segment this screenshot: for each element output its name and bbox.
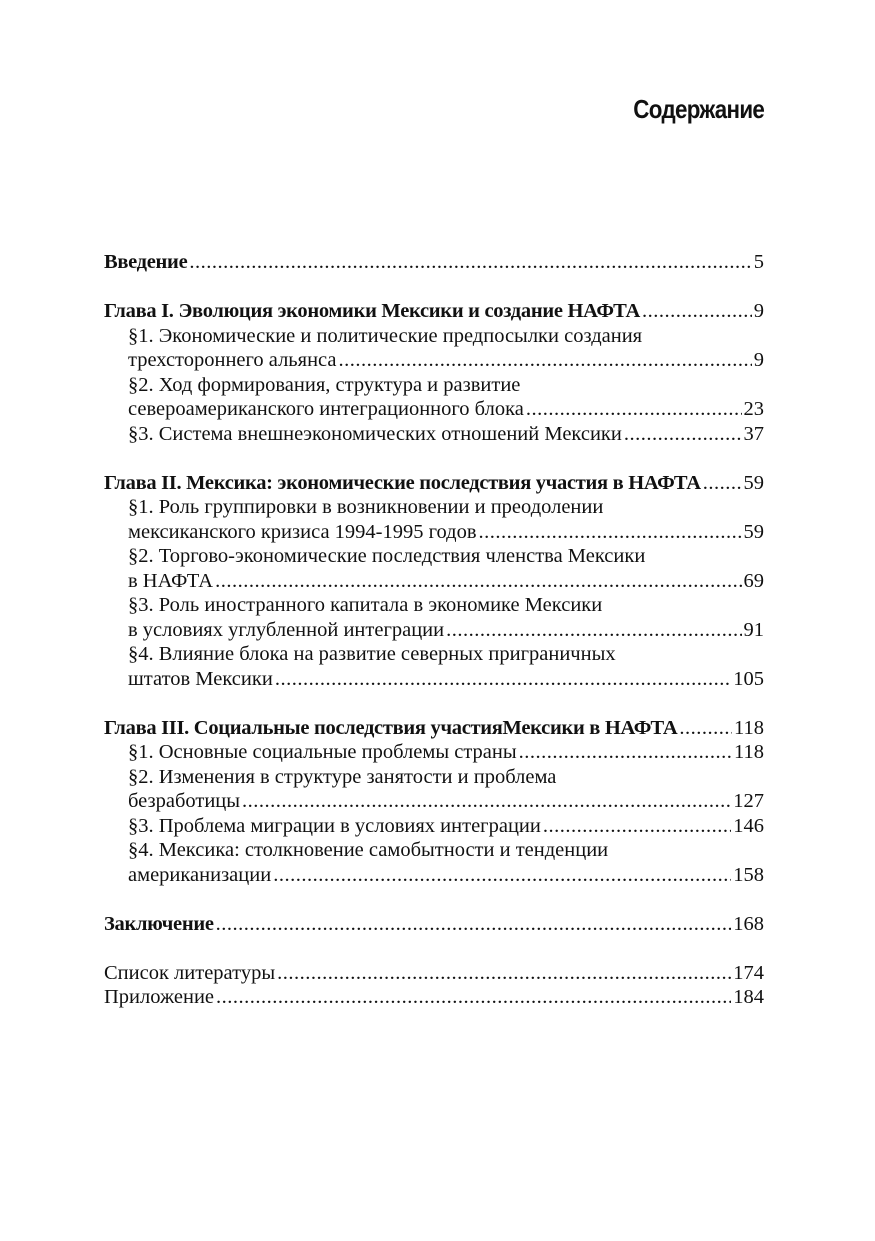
toc-page-number: 23 (743, 398, 764, 420)
toc-entry-title: §3. Система внешнеэкономических отношений Мексики (128, 422, 622, 445)
toc-entry-title: Приложение (104, 986, 215, 1008)
toc-section-3-2[interactable] (104, 765, 764, 814)
toc-entry-title: Глава II. Мексика: экономические последствия участия в НАФТА (104, 471, 701, 494)
toc-entry-title: §2. Торгово-экономические последствия членства Мексики (128, 545, 646, 567)
toc-page-number: 37 (743, 422, 764, 445)
toc-entry-title: Введение (104, 251, 188, 273)
toc-page-number: 69 (743, 569, 764, 592)
toc-section-2-3[interactable] (104, 593, 764, 642)
toc-entry-title: §3. Проблема миграции в условиях интеграции (128, 814, 541, 837)
toc-entry-title: §2. Изменения в структуре занятости и проблема (128, 765, 557, 788)
toc-entry-title-cont: штатов Мексики (128, 667, 273, 690)
toc-page-number: 9 (753, 349, 764, 371)
leader-dots (526, 397, 742, 422)
toc-page-number: 127 (733, 790, 764, 812)
toc-page-number: 184 (733, 986, 764, 1008)
toc-entry-bibliography[interactable] (104, 961, 764, 986)
toc-page-number: 59 (743, 471, 764, 494)
toc-section-2-2[interactable] (104, 544, 764, 593)
toc-entry-title: Список литературы (104, 961, 276, 984)
toc-page-number: 118 (734, 741, 764, 763)
leader-dots (216, 912, 732, 937)
leader-dots (242, 789, 731, 814)
toc-entry-title: Заключение (104, 912, 214, 935)
toc-entry-title: Глава I. Эволюция экономики Мексики и создание НАФТА (104, 300, 640, 322)
toc-entry-title: §3. Роль иностранного капитала в экономике Мексики (128, 594, 603, 616)
toc-page-number: 174 (733, 961, 764, 984)
toc-page-number: 9 (753, 300, 764, 322)
toc-entry-title: §1. Основные социальные проблемы страны (128, 741, 517, 763)
page-title: Содержание (633, 94, 764, 124)
leader-dots (273, 863, 731, 888)
toc-entry-title-cont: безработицы (128, 790, 241, 812)
toc-chapter-1[interactable] (104, 299, 764, 324)
toc-entry-title: §4. Мексика: столкновение самобытности и тенденции (128, 839, 609, 861)
leader-dots (189, 250, 751, 275)
toc-page-number: 59 (743, 520, 764, 543)
table-of-contents (104, 250, 764, 1010)
toc-entry-title: Глава III. Социальные последствия участияМексики в НАФТА (104, 716, 678, 739)
toc-page-number: 118 (734, 716, 764, 739)
leader-dots (703, 471, 742, 496)
toc-page-number: 105 (733, 667, 764, 690)
toc-entry-title: §2. Ход формирования, структура и развитие (128, 373, 521, 396)
leader-dots (446, 618, 741, 643)
toc-page-number: 146 (733, 814, 764, 837)
leader-dots (543, 814, 731, 839)
leader-dots (339, 348, 752, 373)
toc-entry-title-cont: мексиканского кризиса 1994-1995 годов (128, 520, 477, 543)
toc-section-3-4[interactable] (104, 838, 764, 887)
toc-page-number: 5 (753, 251, 764, 273)
toc-section-3-1[interactable] (104, 740, 764, 765)
toc-section-1-1[interactable] (104, 324, 764, 373)
toc-entry-intro[interactable] (104, 250, 764, 275)
leader-dots (679, 716, 732, 741)
leader-dots (275, 667, 731, 692)
leader-dots (215, 569, 741, 594)
leader-dots (479, 520, 742, 545)
toc-entry-title: §1. Экономические и политические предпосылки создания (128, 324, 643, 347)
leader-dots (519, 740, 732, 765)
toc-section-1-2[interactable] (104, 373, 764, 422)
toc-page-number: 158 (733, 863, 764, 886)
toc-chapter-3[interactable] (104, 716, 764, 741)
toc-section-1-3[interactable] (104, 422, 764, 447)
toc-chapter-2[interactable] (104, 471, 764, 496)
toc-entry-title-cont: американизации (128, 863, 272, 886)
leader-dots (642, 299, 752, 324)
toc-entry-appendix[interactable] (104, 985, 764, 1010)
toc-entry-title-cont: североамериканского интеграционного блока (128, 398, 524, 420)
toc-entry-title: §4. Влияние блока на развитие северных приграничных (128, 643, 616, 665)
toc-entry-conclusion[interactable] (104, 912, 764, 937)
toc-entry-title: §1. Роль группировки в возникновении и преодолении (128, 496, 604, 518)
toc-section-3-3[interactable] (104, 814, 764, 839)
toc-section-2-1[interactable] (104, 495, 764, 544)
toc-entry-title-cont: трехстороннего альянса (128, 349, 337, 371)
leader-dots (216, 985, 731, 1010)
leader-dots (277, 961, 731, 986)
toc-page-number: 168 (733, 912, 764, 935)
toc-section-2-4[interactable] (104, 642, 764, 691)
toc-entry-title-cont: в условиях углубленной интеграции (128, 618, 445, 641)
toc-page-number: 91 (743, 618, 764, 641)
leader-dots (624, 422, 742, 447)
toc-entry-title-cont: в НАФТА (128, 569, 214, 592)
